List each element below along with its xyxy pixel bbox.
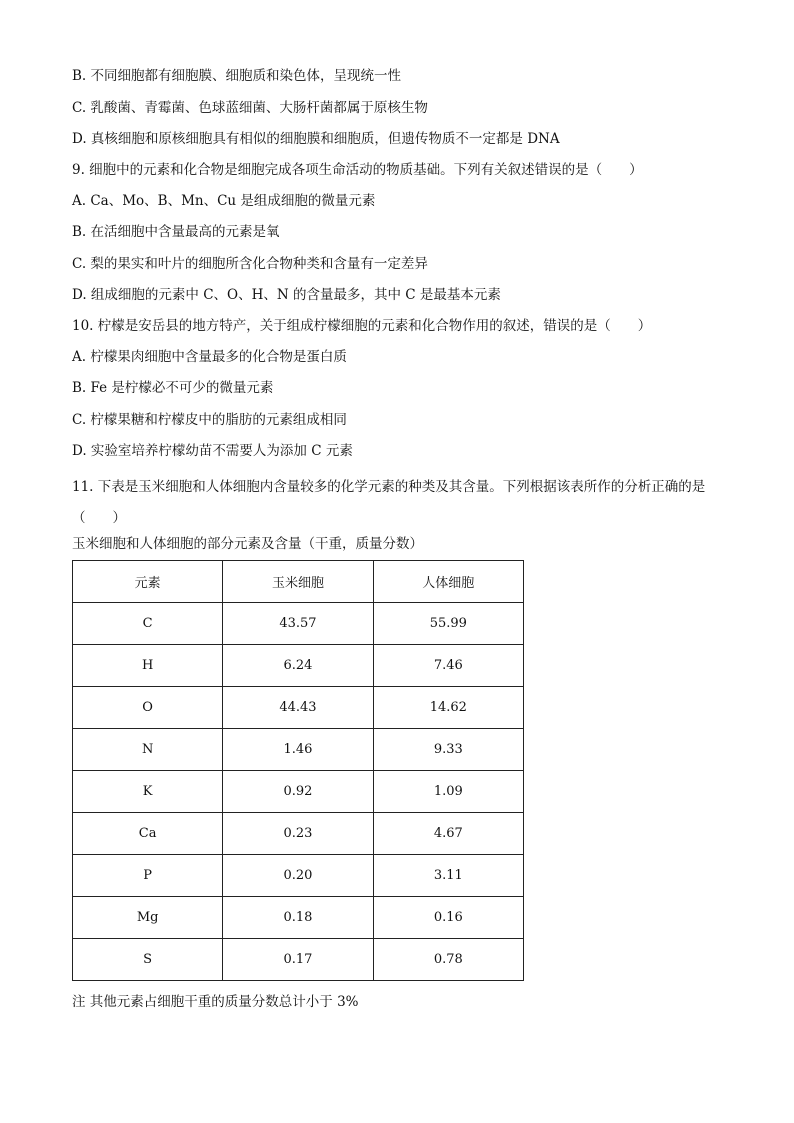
- line-d-option: D. 真核细胞和原核细胞具有相似的细胞膜和细胞质，但遗传物质不一定都是 DNA: [72, 131, 560, 147]
- table-title: 玉米细胞和人体细胞的部分元素及含量（干重，质量分数）: [72, 536, 423, 552]
- line-c-option: C. 乳酸菌、青霉菌、色球蓝细菌、大肠杆菌都属于原核生物: [72, 100, 428, 116]
- cell-human-value: 9.33: [373, 729, 523, 771]
- cell-human-value: 4.67: [373, 813, 523, 855]
- cell-corn-value: 0.17: [223, 939, 373, 981]
- cell-element: N: [73, 729, 223, 771]
- table-row: [73, 645, 524, 687]
- header-corn-cell: 玉米细胞: [223, 561, 373, 603]
- cell-human-value: 7.46: [373, 645, 523, 687]
- cell-human-value: 55.99: [373, 603, 523, 645]
- q9-option-b: B. 在活细胞中含量最高的元素是氧: [72, 224, 280, 240]
- cell-element: S: [73, 939, 223, 981]
- cell-element: K: [73, 771, 223, 813]
- cell-corn-value: 1.46: [223, 729, 373, 771]
- cell-corn-value: 0.18: [223, 897, 373, 939]
- line-b-option: B. 不同细胞都有细胞膜、细胞质和染色体，呈现统一性: [72, 68, 402, 84]
- cell-corn-value: 6.24: [223, 645, 373, 687]
- cell-element: C: [73, 603, 223, 645]
- cell-human-value: 3.11: [373, 855, 523, 897]
- cell-element: P: [73, 855, 223, 897]
- table-row: [73, 813, 524, 855]
- table-header-row: [73, 561, 524, 603]
- q10-option-c: C. 柠檬果糖和柠檬皮中的脂肪的元素组成相同: [72, 412, 347, 428]
- cell-corn-value: 0.23: [223, 813, 373, 855]
- question-11: 11. 下表是玉米细胞和人体细胞内含量较多的化学元素的种类及其含量。下列根据该表所作的分析正确的是（ ）: [72, 479, 706, 526]
- element-table: [72, 560, 524, 981]
- cell-corn-value: 44.43: [223, 687, 373, 729]
- cell-human-value: 0.78: [373, 939, 523, 981]
- header-human-cell: 人体细胞: [373, 561, 523, 603]
- cell-element: Mg: [73, 897, 223, 939]
- table-row: [73, 729, 524, 771]
- q10-option-b: B. Fe 是柠檬必不可少的微量元素: [72, 380, 274, 396]
- q9-option-d: D. 组成细胞的元素中 C、O、H、N 的含量最多，其中 C 是最基本元素: [72, 287, 501, 303]
- cell-corn-value: 43.57: [223, 603, 373, 645]
- header-element: 元素: [73, 561, 223, 603]
- cell-human-value: 1.09: [373, 771, 523, 813]
- cell-element: O: [73, 687, 223, 729]
- question-10: 10. 柠檬是安岳县的地方特产，关于组成柠檬细胞的元素和化合物作用的叙述，错误的是（ ）: [72, 318, 652, 334]
- table-row: [73, 687, 524, 729]
- table-row: [73, 771, 524, 813]
- table-row: [73, 897, 524, 939]
- table-row: [73, 939, 524, 981]
- table-note: 注 其他元素占细胞干重的质量分数总计小于 3%: [72, 994, 359, 1010]
- cell-corn-value: 0.92: [223, 771, 373, 813]
- table-row: [73, 603, 524, 645]
- cell-element: H: [73, 645, 223, 687]
- cell-human-value: 14.62: [373, 687, 523, 729]
- q10-option-d: D. 实验室培养柠檬幼苗不需要人为添加 C 元素: [72, 443, 353, 459]
- table-row: [73, 855, 524, 897]
- q9-option-a: A. Ca、Mo、B、Mn、Cu 是组成细胞的微量元素: [72, 193, 376, 209]
- cell-corn-value: 0.20: [223, 855, 373, 897]
- question-9: 9. 细胞中的元素和化合物是细胞完成各项生命活动的物质基础。下列有关叙述错误的是（ ）: [72, 162, 643, 178]
- cell-element: Ca: [73, 813, 223, 855]
- cell-human-value: 0.16: [373, 897, 523, 939]
- q9-option-c: C. 梨的果实和叶片的细胞所含化合物种类和含量有一定差异: [72, 256, 428, 272]
- q10-option-a: A. 柠檬果肉细胞中含量最多的化合物是蛋白质: [72, 349, 347, 365]
